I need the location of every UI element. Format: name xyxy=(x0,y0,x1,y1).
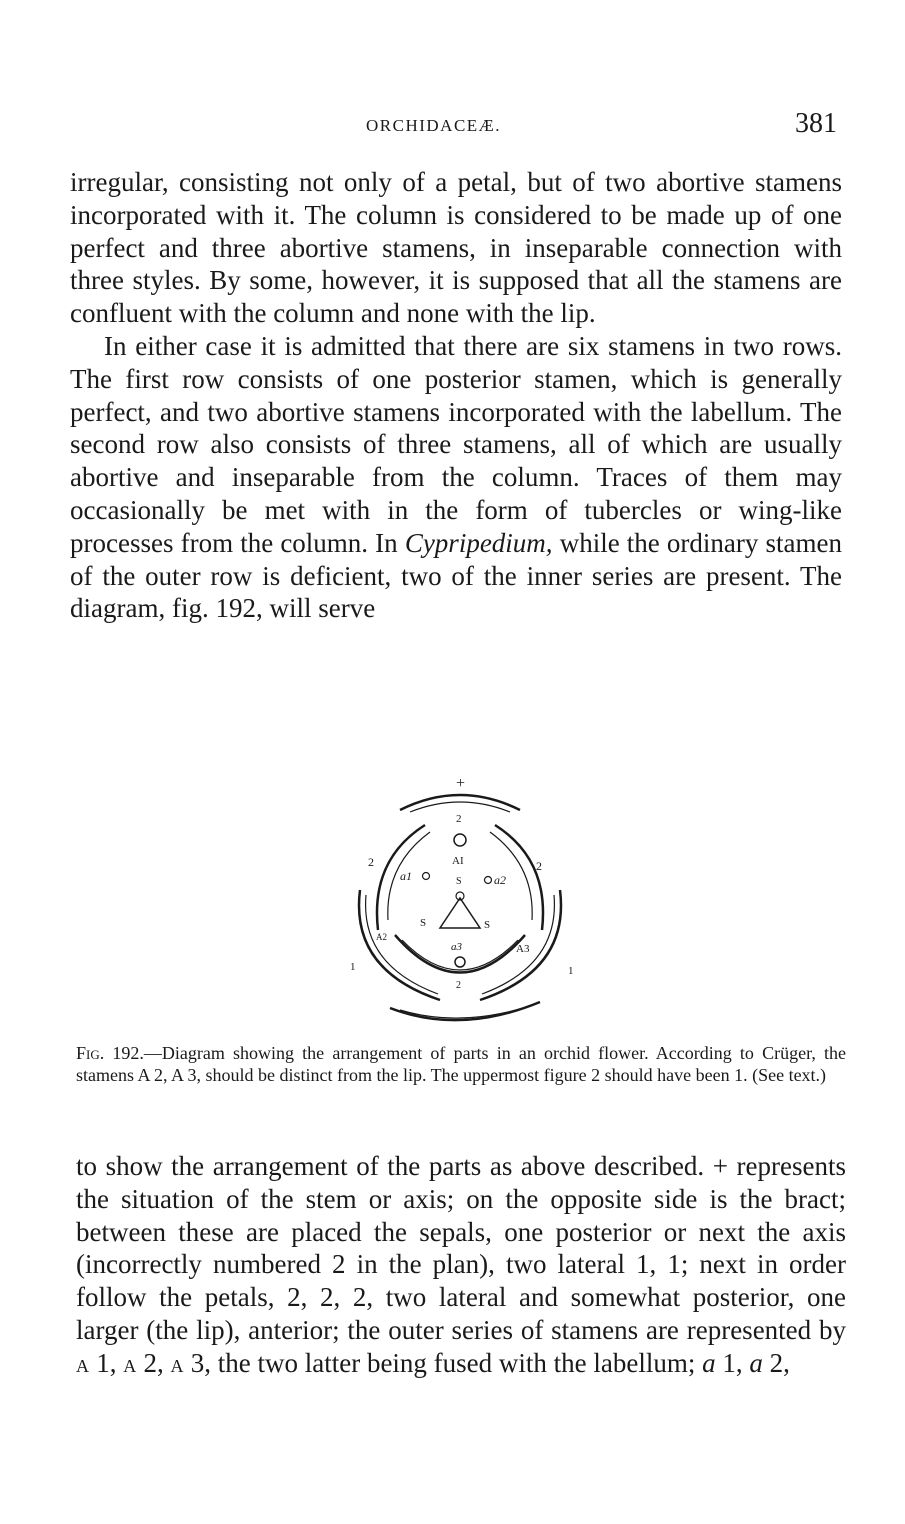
stamen-a1-circle xyxy=(454,834,466,846)
paragraph-1: irregular, consisting not only of a petal, but of two abortive stamens incorporated with it. The column is considered to be made up of one perfect and three abortive stamens, in inseparable connection with three styles. By some, however, it is supposed that all the stamens are confluent with the column and none with the lip. xyxy=(70,167,842,329)
right-sepal-label: 1 xyxy=(568,965,574,977)
left-sepal-label: 1 xyxy=(350,961,356,973)
s-right-label: S xyxy=(484,919,491,931)
stamen-small-left xyxy=(423,873,430,880)
paragraph-3-part-b: 1, xyxy=(89,1347,124,1378)
floral-diagram-svg xyxy=(330,770,590,1050)
paragraph-2 xyxy=(70,330,842,625)
a1-inner-label: a1 xyxy=(400,869,412,883)
right-petal-label: 2 xyxy=(536,859,542,873)
column-triangle xyxy=(440,898,480,928)
paragraph-2-part-b: while the ordinary stamen of the outer row is deficient, two of the inner series are present. The diagram, fig. 192, will serve xyxy=(70,527,842,624)
figure-caption xyxy=(76,1042,846,1086)
a2-inner-label: a2 xyxy=(494,873,506,887)
posterior-sepal-label: 2 xyxy=(456,813,462,825)
stamen-small-right xyxy=(485,877,492,884)
a3-label: a3 xyxy=(451,941,462,953)
stamen-a-1: a xyxy=(702,1347,716,1378)
body-text-top xyxy=(70,166,842,625)
paragraph-3-part-e: 1, xyxy=(715,1347,750,1378)
A2-label: A2 xyxy=(376,932,387,942)
paragraph-3-part-d: 3, the two latter being fused with the labellum; xyxy=(184,1347,703,1378)
A3-label: A3 xyxy=(516,943,530,955)
paragraph-3-part-f: 2, xyxy=(762,1347,790,1378)
paragraph-3-part-c: 2, xyxy=(136,1347,171,1378)
s-left-label: S xyxy=(420,917,427,929)
figure-label: Fig. 192. xyxy=(76,1043,144,1063)
stamen-a1-label: AI xyxy=(452,855,464,867)
axis-symbol: + xyxy=(456,775,466,792)
stamen-A-1: A xyxy=(76,1355,90,1376)
paragraph-3 xyxy=(76,1150,846,1383)
posterior-sepal-arc-inner xyxy=(410,802,510,812)
body-text-bottom xyxy=(76,1150,846,1383)
page-header xyxy=(0,108,905,144)
orchid-floral-diagram xyxy=(330,770,590,1050)
stamen-a3-circle xyxy=(455,957,465,967)
left-sepal-arc xyxy=(359,890,440,1000)
lip-label: 2 xyxy=(456,980,461,991)
running-head: ORCHIDACEÆ. xyxy=(366,116,502,135)
left-petal-label: 2 xyxy=(368,855,374,869)
stamen-a-2: a xyxy=(749,1347,763,1378)
figure-caption-text: —Diagram showing the arrangement of parts in an orchid flower. According to Crüger, the stamens A 2, A 3, should be distinct from the lip. The uppermost figure 2 should have been 1. (See text.) xyxy=(76,1043,846,1085)
stamen-A-3: A xyxy=(170,1355,184,1376)
page-number: 381 xyxy=(795,108,837,139)
paragraph-3-part-a: to show the arrangement of the parts as above described. + represents the situation of the stem or axis; on the opposite side is the bract; between these are placed the sepals, one posterior or next the axis (incorrectly numbered 2 in the plan), two lateral 1, 1; next in order follow the petals, 2, 2, 2, two lateral and somewhat posterior, one larger (the lip), anterior; the outer series of stamens are represented by xyxy=(76,1151,846,1345)
paragraph-2-part-a: In either case it is admitted that there are six stamens in two rows. The first row consists of one posterior stamen, which is generally perfect, and two abortive stamens incorporated with the labellum. The second row also consists of three stamens, all of which are usually abortive and inseparable from the column. Traces of them may occasionally be met with in the form of tubercles or wing-like processes from the column. In xyxy=(70,330,842,558)
stamen-A-2: A xyxy=(123,1355,137,1376)
s-top-label: S xyxy=(456,876,462,887)
genus-name: Cypripedium, xyxy=(404,527,553,558)
